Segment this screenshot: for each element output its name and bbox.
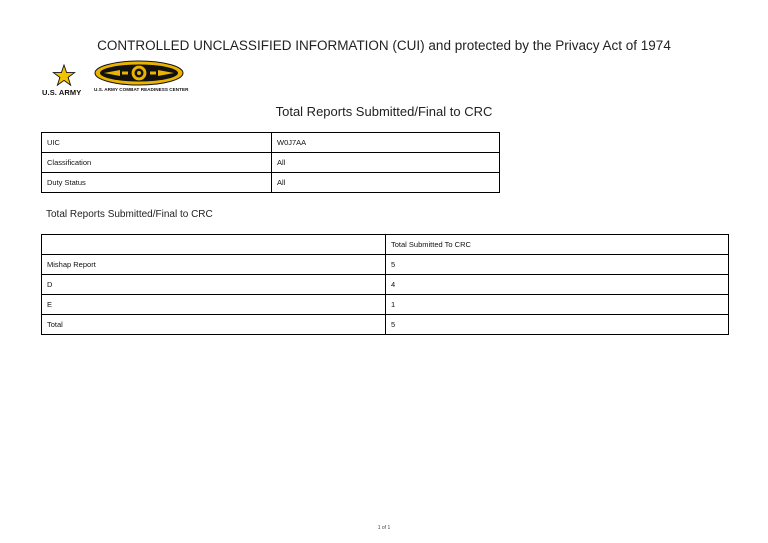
filter-label: UIC xyxy=(42,133,272,153)
filter-table xyxy=(41,132,500,193)
crc-emblem-icon xyxy=(94,60,184,86)
filter-row-duty-status xyxy=(42,173,500,193)
report-title: Total Reports Submitted/Final to CRC xyxy=(275,104,493,119)
summary-header-cell xyxy=(42,235,386,255)
row-value: 4 xyxy=(386,275,729,295)
filter-value: All xyxy=(272,153,500,173)
table-row xyxy=(42,295,729,315)
summary-header-row xyxy=(42,235,729,255)
filter-label: Classification xyxy=(42,153,272,173)
us-army-logo xyxy=(40,64,90,100)
army-logo-text: U.S. ARMY xyxy=(42,88,82,97)
filter-value: All xyxy=(272,173,500,193)
row-value: 1 xyxy=(386,295,729,315)
filter-row-uic xyxy=(42,133,500,153)
table-row-total xyxy=(42,315,729,335)
summary-table xyxy=(41,234,729,335)
table-row xyxy=(42,255,729,275)
section-title: Total Reports Submitted/Final to CRC xyxy=(46,209,213,220)
filter-value: W0J7AA xyxy=(272,133,500,153)
table-row xyxy=(42,275,729,295)
row-label: E xyxy=(42,295,386,315)
row-value: 5 xyxy=(386,255,729,275)
crc-logo-text: U.S. ARMY COMBAT READINESS CENTER xyxy=(94,87,189,92)
army-star-icon xyxy=(52,64,76,88)
row-label: Total xyxy=(42,315,386,335)
cui-banner: CONTROLLED UNCLASSIFIED INFORMATION (CUI) and protected by the Privacy Act of 1974 xyxy=(97,38,671,53)
row-value: 5 xyxy=(386,315,729,335)
filter-label: Duty Status xyxy=(42,173,272,193)
row-label: D xyxy=(42,275,386,295)
combat-readiness-center-logo xyxy=(92,60,189,96)
filter-row-classification xyxy=(42,153,500,173)
page-number: 1 of 1 xyxy=(377,525,391,531)
summary-header-cell: Total Submitted To CRC xyxy=(386,235,729,255)
row-label: Mishap Report xyxy=(42,255,386,275)
